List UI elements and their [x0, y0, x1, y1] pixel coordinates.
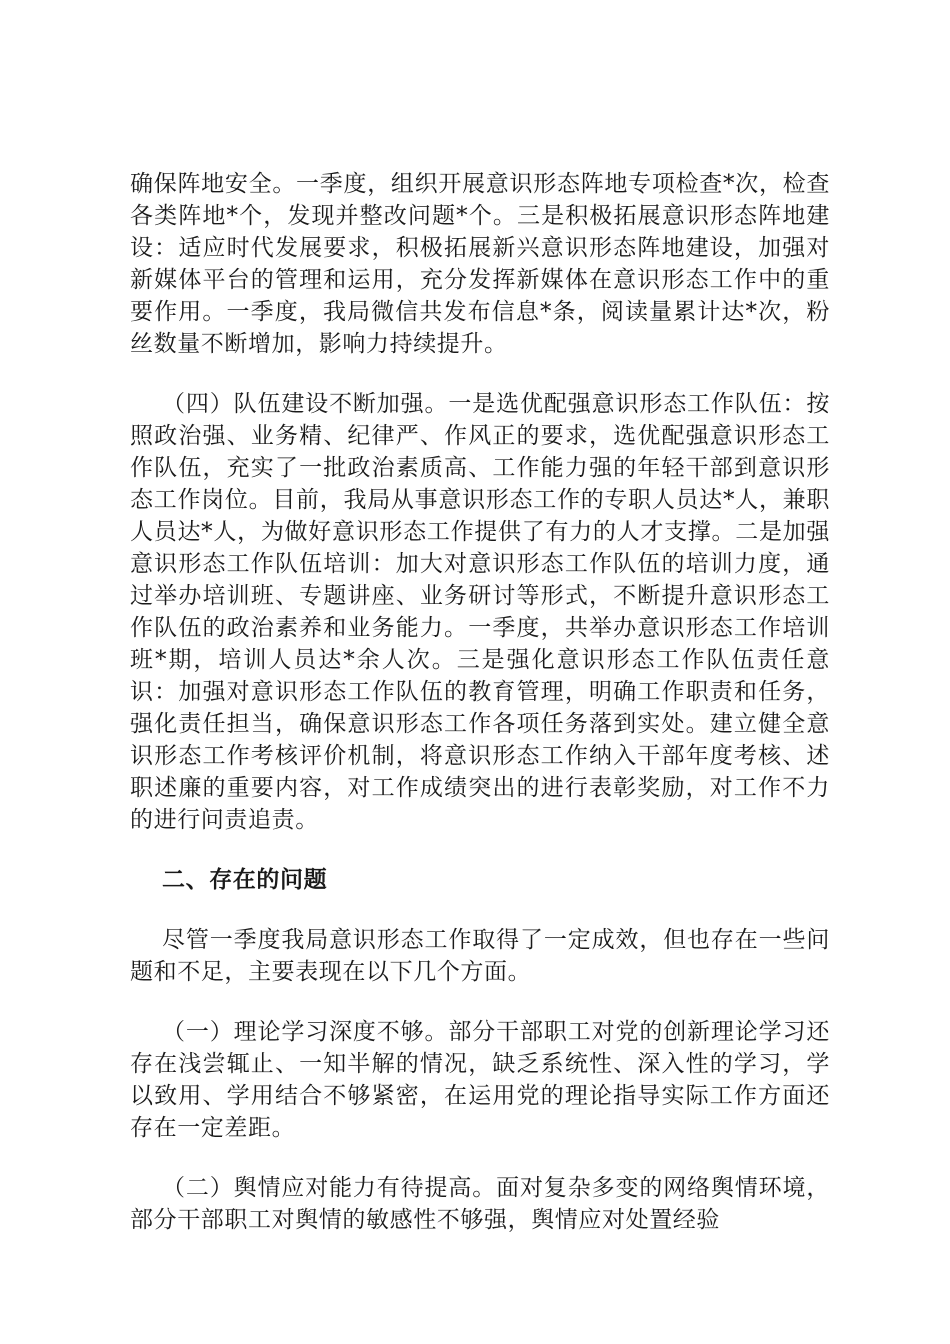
- paragraph-public-opinion: （二）舆情应对能力有待提高。面对复杂多变的网络舆情环境，部分干部职工对舆情的敏感性不够强，舆情应对处置经验: [130, 1175, 830, 1233]
- paragraph-problems-intro: 尽管一季度我局意识形态工作取得了一定成效，但也存在一些问题和不足，主要表现在以下几个方面。: [130, 927, 830, 985]
- paragraph-team-building: （四）队伍建设不断加强。一是选优配强意识形态工作队伍：按照政治强、业务精、纪律严、作风正的要求，选优配强意识形态工作队伍，充实了一批政治素质高、工作能力强的年轻干部到意识形态工作岗位。目前，我局从事意识形态工作的专职人员达*人，兼职人员达*人，为做好意识形态工作提供了有力的人才支撑。二是加强意识形态工作队伍培训：加大对意识形态工作队伍的培训力度，通过举办培训班、专题讲座、业务研讨等形式，不断提升意识形态工作队伍的政治素养和业务能力。一季度，共举办意识形态工作培训班*期，培训人员达*余人次。三是强化意识形态工作队伍责任意识：加强对意识形态工作队伍的教育管理，明确工作职责和任务，强化责任担当，确保意识形态工作各项任务落到实处。建立健全意识形态工作考核评价机制，将意识形态工作纳入干部年度考核、述职述廉的重要内容，对工作成绩突出的进行表彰奖励，对工作不力的进行问责追责。: [130, 391, 830, 833]
- paragraph-theory-study: （一）理论学习深度不够。部分干部职工对党的创新理论学习还存在浅尝辄止、一知半解的情况，缺乏系统性、深入性的学习，学以致用、学用结合不够紧密，在运用党的理论指导实际工作方面还存在一定差距。: [130, 1019, 830, 1141]
- section-heading-problems: 二、存在的问题: [162, 867, 328, 893]
- paragraph-ideology-positions: 确保阵地安全。一季度，组织开展意识形态阵地专项检查*次，检查各类阵地*个，发现并整改问题*个。三是积极拓展意识形态阵地建设：适应时代发展要求，积极拓展新兴意识形态阵地建设，加强对新媒体平台的管理和运用，充分发挥新媒体在意识形态工作中的重要作用。一季度，我局微信共发布信息*条，阅读量累计达*次，粉丝数量不断增加，影响力持续提升。: [130, 171, 830, 357]
- document-body: [130, 168, 830, 1264]
